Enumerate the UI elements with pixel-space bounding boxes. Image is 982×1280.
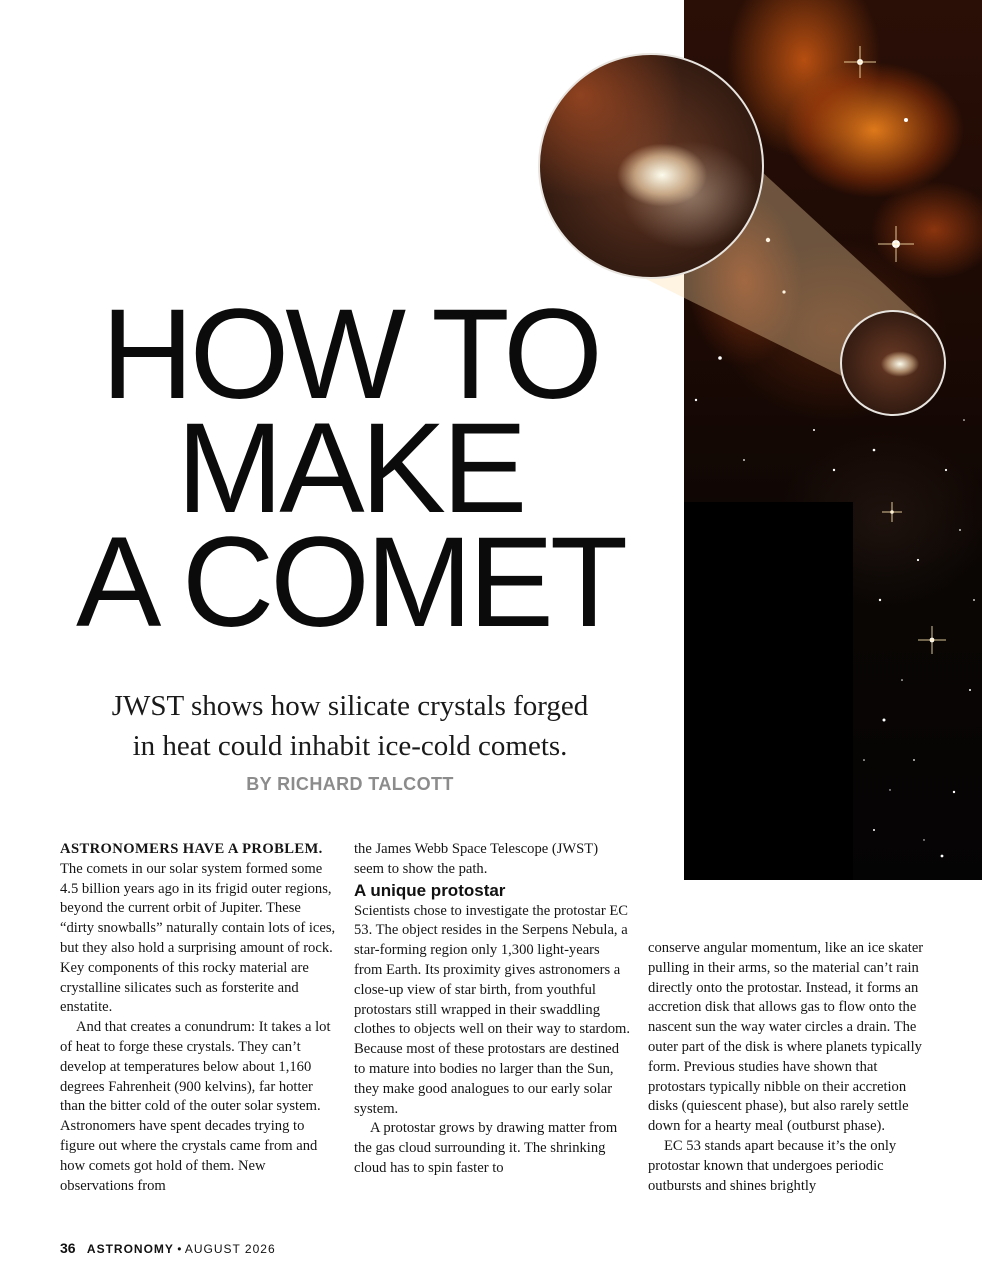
paragraph: Scientists chose to investigate the protostar EC 53. The object resides in the Serpens Nebula, a star-forming region only 1,300 light-years from Earth. Its proximity gives astronomers a close-up view of star birth, from youthful protostars still wrapped in their swaddling clothes to objects well on their way to stardom. Because most of these protostars are destined to mature into bodies no larger than the Sun, they make good analogues to our early solar system. bbox=[354, 902, 631, 1117]
body-column-1 bbox=[60, 840, 338, 1196]
folio-separator: • bbox=[177, 1242, 182, 1256]
headline-line-3: A COMET bbox=[75, 511, 625, 654]
paragraph-text: The comets in our solar system formed some 4.5 billion years ago in its frigid outer regions, beyond the current orbit of Jupiter. These “dirty snowballs” naturally contain lots of ices, but they also hold a surprising amount of rock. Key components of this rocky material are crystalline silicates such as forsterite and enstatite. bbox=[60, 860, 336, 1016]
page-number: 36 bbox=[60, 1240, 76, 1256]
body-column-3 bbox=[648, 939, 924, 1196]
deck-line-2: in heat could inhabit ice-cold comets. bbox=[132, 730, 568, 762]
magazine-name: ASTRONOMY bbox=[86, 1242, 174, 1256]
deck bbox=[60, 686, 640, 766]
paragraph: the James Webb Space Telescope (JWST) seem to show the path. bbox=[354, 841, 599, 877]
paragraph: And that creates a conundrum: It takes a lot of heat to forge these crystals. They can’t develop at temperatures below about 1,160 degrees Fahrenheit (900 kelvins), far hotter than the bitter cold of the outer solar system. Astronomers have spent decades trying to figure out where the crystals came from and how comets got hold of them. New observations from bbox=[60, 1019, 331, 1194]
comet-magnified-inset bbox=[538, 53, 764, 279]
headline-line-2: MAKE bbox=[176, 397, 524, 540]
headline-line-1: HOW TO bbox=[101, 283, 599, 426]
subhead: A unique protostar bbox=[354, 880, 506, 900]
paragraph: A protostar grows by drawing matter from the gas cloud surrounding it. The shrinking cloud has to spin faster to bbox=[354, 1120, 618, 1176]
paragraph: EC 53 stands apart because it’s the only protostar known that undergoes periodic outbursts and shines brightly bbox=[648, 1137, 897, 1194]
issue-date: AUGUST 2026 bbox=[184, 1242, 276, 1256]
paragraph: conserve angular momentum, like an ice skater pulling in their arms, so the material can’t rain directly onto the protostar. Instead, it forms an accretion disk that allows gas to flow onto the nascent sun the way water circles a drain. The outer part of the disk is where planets typically form. Previous studies have shown that protostars typically nibble on their accretion disks (quiescent phase), but also rarely settle down for a hearty meal (outburst phase). bbox=[648, 940, 924, 1135]
black-panel bbox=[684, 502, 853, 880]
folio bbox=[60, 1240, 276, 1256]
deck-line-1: JWST shows how silicate crystals forged bbox=[111, 690, 589, 722]
lead-in: ASTRONOMERS HAVE A PROBLEM. bbox=[60, 841, 323, 857]
paragraph bbox=[60, 840, 338, 1018]
byline: BY RICHARD TALCOTT bbox=[246, 774, 454, 794]
protostar-marker-circle bbox=[840, 310, 946, 416]
headline bbox=[40, 283, 660, 654]
body-column-2 bbox=[354, 840, 630, 1179]
